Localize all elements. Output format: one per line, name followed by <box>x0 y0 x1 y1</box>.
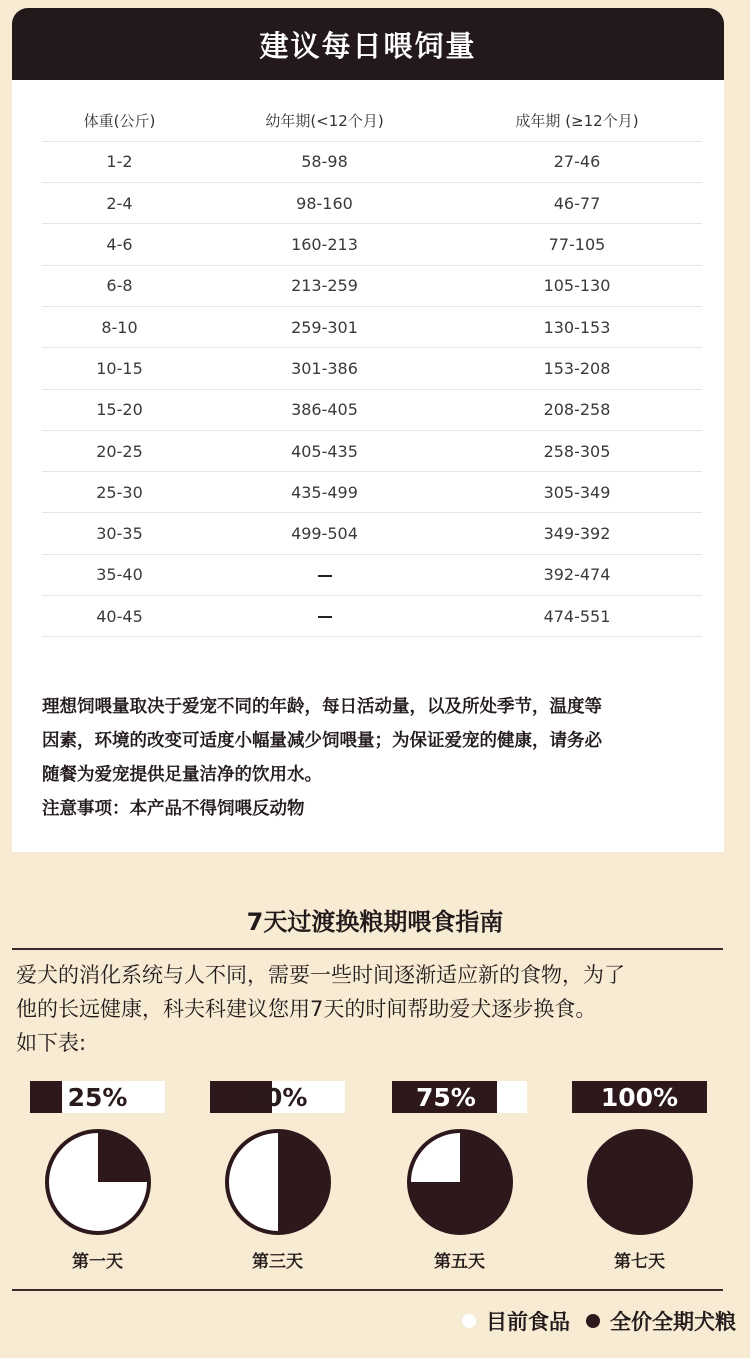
legend-new-food: 全价全期犬粮 <box>610 1310 736 1334</box>
cell-adult: 130-153 <box>452 306 702 347</box>
cell-puppy: 405-435 <box>197 430 452 471</box>
cell-adult: 258-305 <box>452 430 702 471</box>
table-row <box>42 183 702 224</box>
percent-bar <box>30 1081 165 1113</box>
intro-line: 他的长远健康，科夫科建议您用7天的时间帮助爱犬逐步换食。 <box>16 997 597 1021</box>
current-food-swatch <box>462 1314 476 1328</box>
table-row <box>42 348 702 389</box>
table-row <box>42 141 702 182</box>
intro-line: 如下表: <box>16 1031 87 1055</box>
table-row <box>42 554 702 595</box>
caution-line: 注意事项：本产品不得饲喂反动物 <box>42 799 305 819</box>
feeding-table-title: 建议每日喂饲量 <box>259 28 477 63</box>
cell-puppy: 386-405 <box>197 389 452 430</box>
percent-label: 25% <box>67 1082 128 1112</box>
cell-puppy: 160-213 <box>197 224 452 265</box>
percent-label: 75% <box>416 1082 476 1112</box>
proportion-pie <box>43 1127 153 1237</box>
transition-stage <box>210 1081 345 1276</box>
note-line: 随餐为爱宠提供足量洁净的饮用水。 <box>42 765 322 785</box>
feeding-card <box>12 8 724 852</box>
transition-stage <box>572 1081 707 1276</box>
divider <box>12 1289 723 1291</box>
cell-puppy: 435-499 <box>197 472 452 513</box>
cell-adult: 208-258 <box>452 389 702 430</box>
cell-puppy: 58-98 <box>197 141 452 182</box>
cell-puppy: 499-504 <box>197 513 452 554</box>
table-header-row <box>42 100 702 141</box>
card-header <box>12 8 724 80</box>
table-row <box>42 265 702 306</box>
cell-adult: 349-392 <box>452 513 702 554</box>
percent-label: 50% <box>247 1082 308 1112</box>
cell-weight: 25-30 <box>42 472 197 513</box>
percent-bar <box>392 1081 527 1113</box>
cell-puppy: 259-301 <box>197 306 452 347</box>
cell-adult: 305-349 <box>452 472 702 513</box>
transition-guide-title: 7天过渡换粮期喂食指南 <box>246 908 504 936</box>
cell-weight: 4-6 <box>42 224 197 265</box>
legend <box>462 1306 736 1336</box>
cell-adult: 474-551 <box>452 596 702 637</box>
note-line: 理想饲喂量取决于爱宠不同的年龄，每日活动量，以及所处季节，温度等 <box>42 697 602 717</box>
transition-stage <box>392 1081 527 1276</box>
table-row <box>42 306 702 347</box>
percent-bar <box>210 1081 345 1113</box>
cell-adult: 77-105 <box>452 224 702 265</box>
new-food-swatch <box>586 1314 600 1328</box>
not-applicable-dash <box>318 616 332 618</box>
table-row <box>42 389 702 430</box>
legend-current-food: 目前食品 <box>486 1310 570 1334</box>
cell-adult: 392-474 <box>452 554 702 595</box>
cell-adult: 105-130 <box>452 265 702 306</box>
cell-weight: 8-10 <box>42 306 197 347</box>
column-header-adult: 成年期 (≥12个月) <box>452 100 702 141</box>
table-row <box>42 472 702 513</box>
table-row <box>42 430 702 471</box>
cell-puppy <box>197 596 452 637</box>
percent-label: 100% <box>600 1082 679 1112</box>
cell-puppy <box>197 554 452 595</box>
proportion-pie <box>585 1127 695 1237</box>
divider <box>12 948 723 950</box>
not-applicable-dash <box>318 575 332 577</box>
intro-line: 爱犬的消化系统与人不同，需要一些时间逐渐适应新的食物，为了 <box>16 963 625 987</box>
column-header-puppy: 幼年期(<12个月) <box>197 100 452 141</box>
cell-weight: 35-40 <box>42 554 197 595</box>
column-header-weight: 体重(公斤) <box>42 100 197 141</box>
cell-weight: 2-4 <box>42 183 197 224</box>
day-label: 第一天 <box>72 1252 123 1272</box>
day-label: 第三天 <box>252 1252 303 1272</box>
cell-adult: 153-208 <box>452 348 702 389</box>
table-row <box>42 513 702 554</box>
cell-puppy: 213-259 <box>197 265 452 306</box>
pie-new-food-slice <box>98 1131 149 1182</box>
transition-stage <box>30 1081 165 1276</box>
percent-bar-fill <box>30 1081 62 1113</box>
cell-adult: 46-77 <box>452 183 702 224</box>
cell-weight: 40-45 <box>42 596 197 637</box>
cell-weight: 15-20 <box>42 389 197 430</box>
pie-new-food-slice <box>589 1131 691 1233</box>
cell-weight: 20-25 <box>42 430 197 471</box>
cell-weight: 6-8 <box>42 265 197 306</box>
table-row <box>42 596 702 637</box>
cell-puppy: 301-386 <box>197 348 452 389</box>
cell-adult: 27-46 <box>452 141 702 182</box>
percent-bar <box>572 1081 707 1113</box>
day-label: 第五天 <box>434 1252 485 1272</box>
day-label: 第七天 <box>614 1252 665 1272</box>
note-line: 因素，环境的改变可适度小幅量减少饲喂量；为保证爱宠的健康，请务必 <box>42 731 602 751</box>
table-row <box>42 224 702 265</box>
cell-weight: 30-35 <box>42 513 197 554</box>
proportion-pie <box>223 1127 333 1237</box>
pie-new-food-slice <box>278 1131 329 1233</box>
cell-weight: 10-15 <box>42 348 197 389</box>
feeding-note <box>42 690 712 826</box>
cell-weight: 1-2 <box>42 141 197 182</box>
cell-puppy: 98-160 <box>197 183 452 224</box>
proportion-pie <box>405 1127 515 1237</box>
transition-intro <box>16 958 736 1060</box>
feeding-table <box>42 100 702 637</box>
